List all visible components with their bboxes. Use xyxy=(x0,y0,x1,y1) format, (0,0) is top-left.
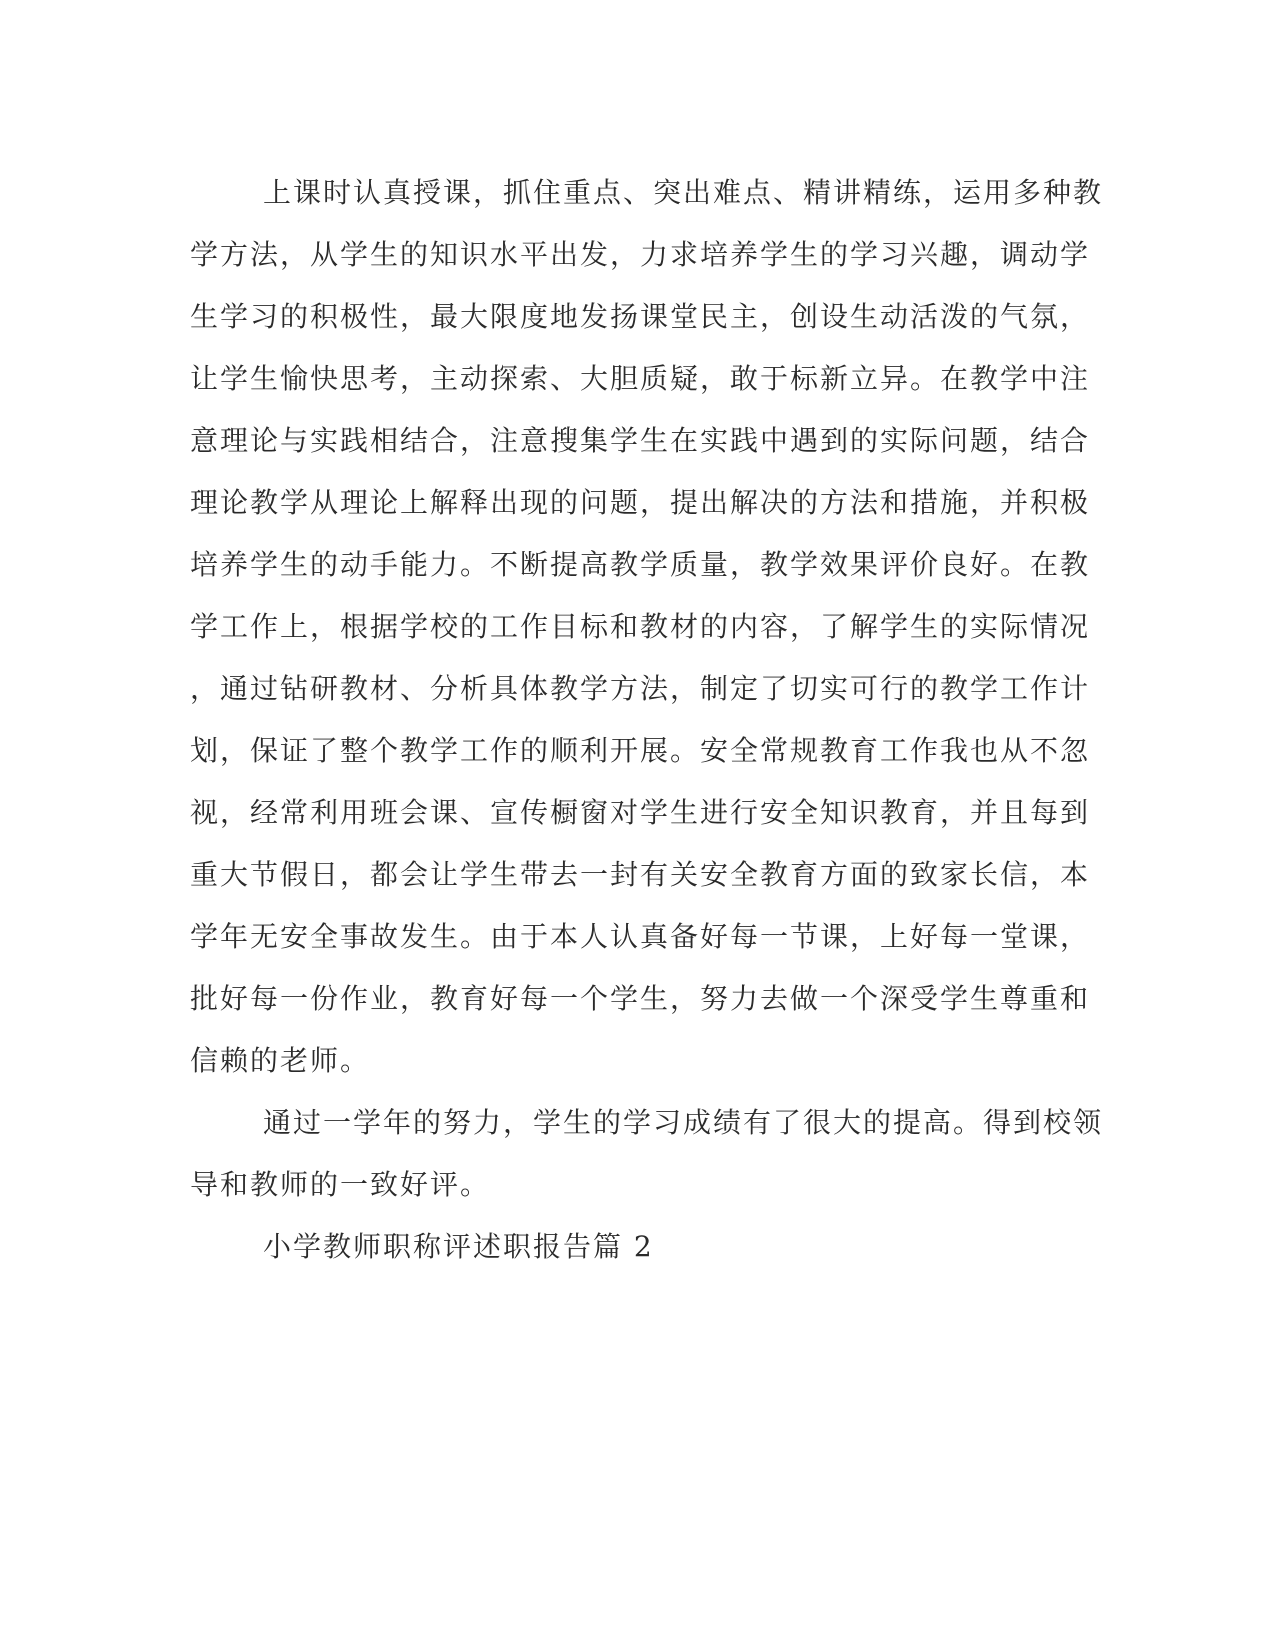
text-line: 通过一学年的努力，学生的学习成绩有了很大的提高。得到校领 xyxy=(263,1106,1104,1139)
text-line: 学年无安全事故发生。由于本人认真备好每一节课，上好每一堂课， xyxy=(190,920,1091,953)
text-line: 划，保证了整个教学工作的顺利开展。安全常规教育工作我也从不忽 xyxy=(190,734,1091,767)
section-heading: 小学教师职称评述职报告篇 2 xyxy=(263,1230,654,1263)
paragraph-1 xyxy=(190,162,1104,1092)
text-line: 信赖的老师。 xyxy=(190,1044,371,1077)
text-line: 导和教师的一致好评。 xyxy=(190,1168,491,1201)
text-line: 意理论与实践相结合，注意搜集学生在实践中遇到的实际问题，结合 xyxy=(190,424,1091,457)
text-line: 批好每一份作业，教育好每一个学生，努力去做一个深受学生尊重和 xyxy=(190,982,1091,1015)
text-line: 理论教学从理论上解释出现的问题，提出解决的方法和措施，并积极 xyxy=(190,486,1091,519)
document-body xyxy=(190,162,1104,1278)
text-line: 学工作上，根据学校的工作目标和教材的内容，了解学生的实际情况 xyxy=(190,610,1091,643)
text-line: 生学习的积极性，最大限度地发扬课堂民主，创设生动活泼的气氛， xyxy=(190,300,1091,333)
paragraph-2 xyxy=(190,1092,1104,1216)
text-line: 培养学生的动手能力。不断提高教学质量，教学效果评价良好。在教 xyxy=(190,548,1091,581)
text-line: 学方法，从学生的知识水平出发，力求培养学生的学习兴趣，调动学 xyxy=(190,238,1091,271)
text-line: ，通过钻研教材、分析具体教学方法，制定了切实可行的教学工作计 xyxy=(190,672,1091,705)
text-line: 重大节假日，都会让学生带去一封有关安全教育方面的致家长信，本 xyxy=(190,858,1091,891)
text-line: 视，经常利用班会课、宣传橱窗对学生进行安全知识教育，并且每到 xyxy=(190,796,1091,829)
text-line: 让学生愉快思考，主动探索、大胆质疑，敢于标新立异。在教学中注 xyxy=(190,362,1091,395)
text-line: 上课时认真授课，抓住重点、突出难点、精讲精练，运用多种教 xyxy=(263,176,1104,209)
